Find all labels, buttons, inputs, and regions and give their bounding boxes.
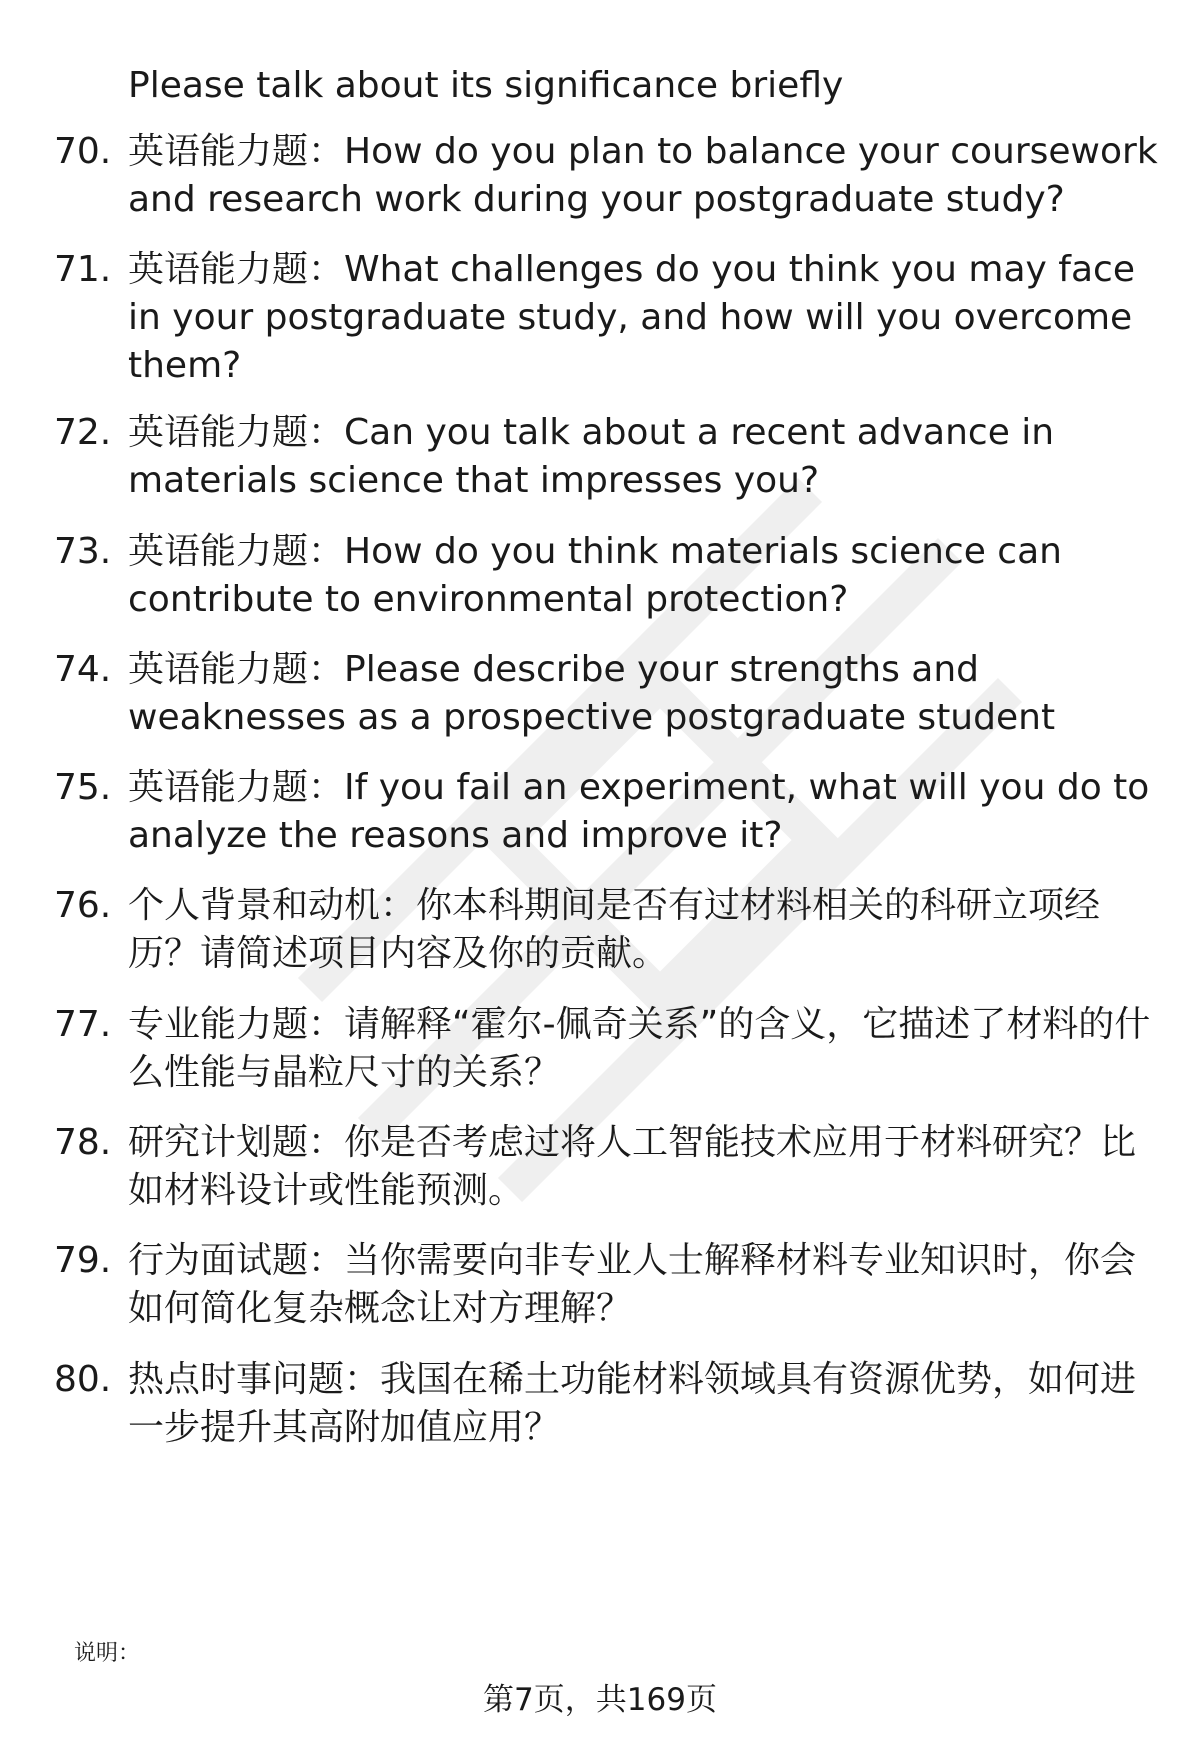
question-text: 英语能力题：Please describe your strengths and weaknesses as a prospective postgraduate student — [128, 649, 1056, 738]
question-text: 专业能力题：请解释“霍尔-佩奇关系”的含义，它描述了材料的什么性能与晶粒尺寸的关系？ — [128, 1004, 1151, 1093]
list-item — [54, 1356, 1164, 1452]
question-text: 英语能力题：Can you talk about a recent advance in materials science that impresses you? — [128, 412, 1055, 501]
question-number: 76. — [54, 885, 112, 926]
question-number: 80. — [54, 1359, 112, 1400]
list-item — [54, 528, 1164, 624]
list-item — [54, 246, 1164, 390]
question-text: 行为面试题：当你需要向非专业人士解释材料专业知识时，你会如何简化复杂概念让对方理解？ — [128, 1240, 1137, 1329]
question-number: 75. — [54, 767, 112, 808]
question-number: 79. — [54, 1240, 112, 1281]
page-footer: 第7页，共169页 — [483, 1682, 717, 1718]
question-text: 热点时事问题：我国在稀土功能材料领域具有资源优势，如何进一步提升其高附加值应用？ — [128, 1359, 1137, 1448]
question-number: 78. — [54, 1122, 112, 1163]
list-item — [54, 646, 1164, 742]
question-number: 74. — [54, 649, 112, 690]
list-item — [54, 764, 1164, 860]
continued-question-text: Please talk about its significance briefly — [128, 65, 844, 106]
list-item — [54, 1237, 1164, 1333]
question-number: 70. — [54, 131, 112, 172]
question-text: 研究计划题：你是否考虑过将人工智能技术应用于材料研究？比如材料设计或性能预测。 — [128, 1122, 1137, 1211]
list-item — [54, 882, 1164, 978]
question-number: 72. — [54, 412, 112, 453]
question-number: 71. — [54, 249, 112, 290]
list-item — [54, 1119, 1164, 1215]
question-text: 英语能力题：How do you plan to balance your coursework and research work during your postgraduate study? — [128, 131, 1158, 220]
question-text: 英语能力题：If you fail an experiment, what will you do to analyze the reasons and improve it? — [128, 767, 1150, 856]
question-text: 个人背景和动机：你本科期间是否有过材料相关的科研立项经历？请简述项目内容及你的贡献。 — [128, 885, 1101, 974]
list-item — [54, 409, 1164, 505]
question-number: 73. — [54, 531, 112, 572]
question-number: 77. — [54, 1004, 112, 1045]
question-text: 英语能力题：What challenges do you think you may face in your postgraduate study, and how will you overcome them? — [128, 249, 1135, 386]
note-label: 说明： — [74, 1641, 141, 1666]
question-text: 英语能力题：How do you think materials science can contribute to environmental protection? — [128, 531, 1062, 620]
list-item — [54, 128, 1164, 224]
list-item — [54, 1001, 1164, 1097]
